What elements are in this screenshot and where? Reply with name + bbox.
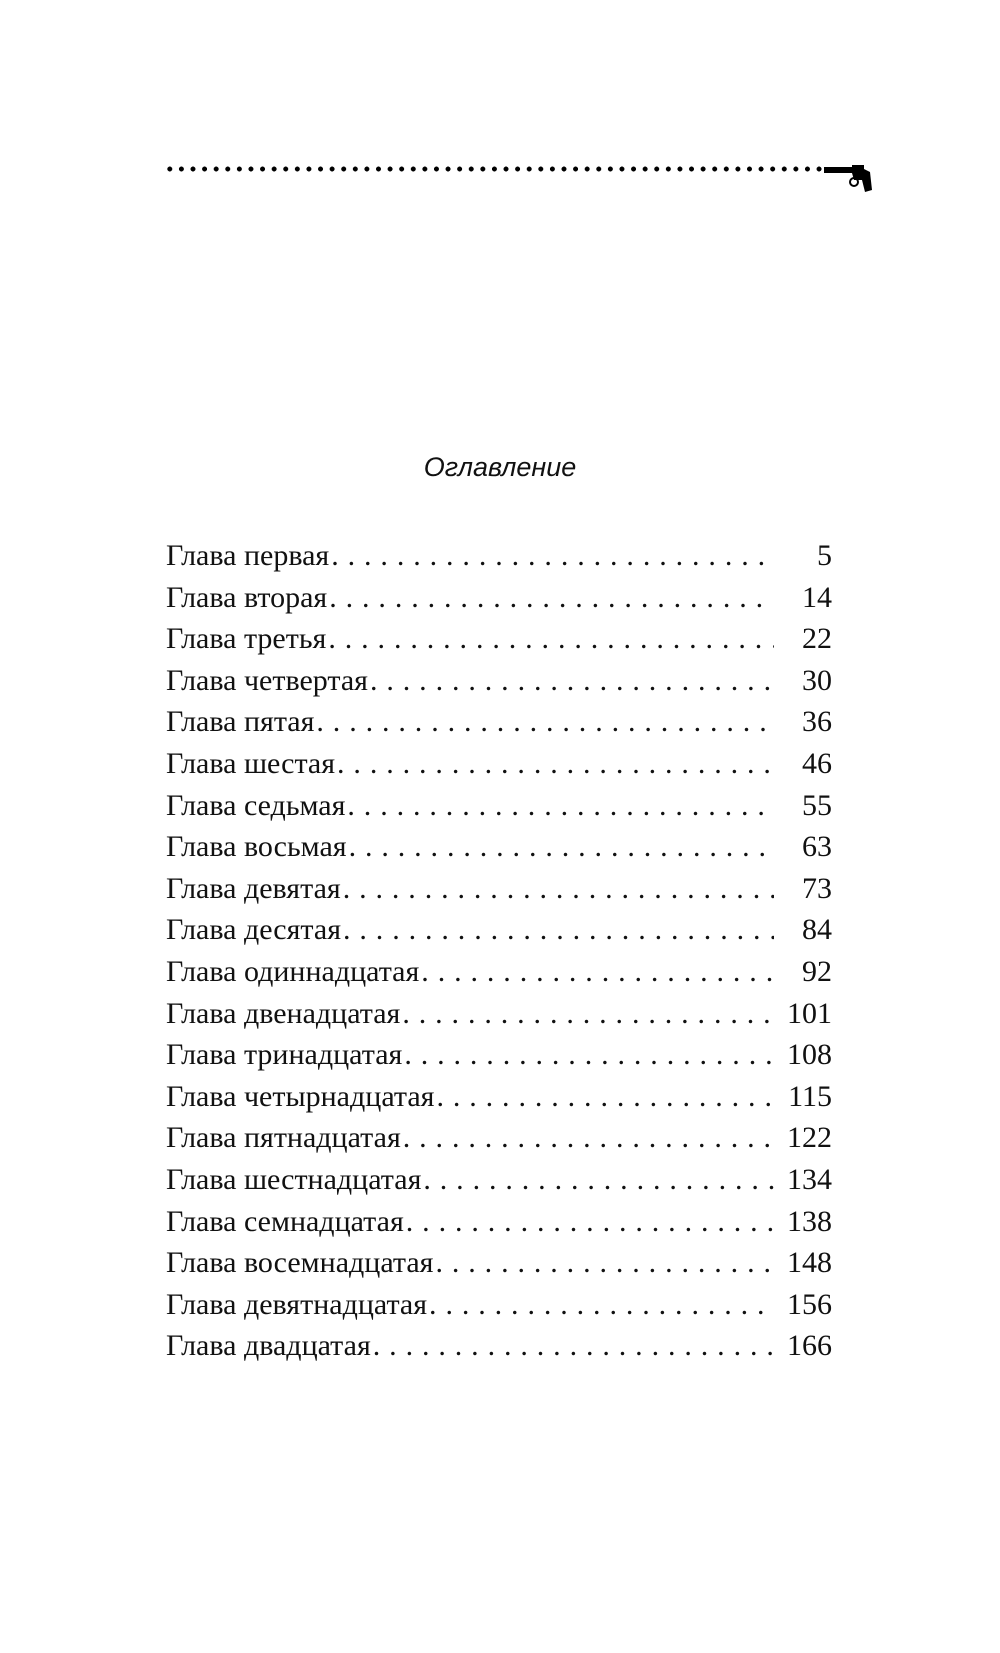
leader-dots (429, 1284, 774, 1326)
page-number: 14 (802, 580, 832, 614)
toc-entry[interactable] (166, 1284, 832, 1326)
toc-entry[interactable] (166, 785, 832, 827)
toc-entry[interactable] (166, 1201, 832, 1243)
page-number: 46 (802, 746, 832, 780)
chapter-title: Глава девятнадцатая (166, 1287, 428, 1321)
leader-dots (373, 1325, 774, 1367)
leader-dots (331, 535, 774, 577)
page-number: 84 (802, 913, 832, 947)
chapter-title: Глава первая (166, 539, 330, 572)
toc-entry[interactable] (166, 1242, 832, 1284)
chapter-title: Глава четырнадцатая (166, 1079, 435, 1113)
page-number: 55 (802, 788, 832, 822)
chapter-title: Глава десятая (166, 913, 341, 947)
chapter-title: Глава шестая (166, 746, 336, 780)
leader-dots (337, 743, 774, 785)
leader-dots (423, 1159, 774, 1201)
leader-dots (329, 577, 774, 619)
chapter-title: Глава тринадцатая (166, 1038, 403, 1072)
toc-entry[interactable] (166, 1159, 832, 1201)
toc-entry[interactable] (166, 951, 832, 993)
leader-dots (406, 1201, 774, 1243)
leader-dots (316, 701, 774, 743)
page-number: 138 (787, 1204, 832, 1238)
page-title: Оглавление (423, 452, 577, 482)
chapter-title: Глава шестнадцатая (166, 1162, 422, 1196)
leader-dots (403, 1117, 774, 1159)
revolver-icon (824, 160, 874, 196)
toc-entry[interactable] (166, 743, 832, 785)
leader-dots (343, 868, 774, 910)
leader-dots (436, 1076, 774, 1118)
leader-dots (402, 993, 774, 1035)
chapter-title: Глава пятнадцатая (166, 1121, 401, 1155)
chapter-title: Глава четвертая (166, 663, 368, 697)
page-number: 22 (802, 622, 832, 656)
toc-entry[interactable] (166, 660, 832, 702)
page-number: 36 (802, 705, 832, 739)
toc-entry[interactable] (166, 1325, 832, 1367)
page-number: 134 (787, 1162, 832, 1196)
leader-dots (435, 1242, 774, 1284)
toc-entry[interactable] (166, 826, 832, 868)
leader-dots (421, 951, 774, 993)
toc-entry[interactable] (166, 577, 832, 619)
toc-entry[interactable] (166, 535, 832, 577)
leader-dots (370, 660, 774, 702)
chapter-title: Глава пятая (166, 705, 315, 739)
page-number: 63 (802, 830, 832, 864)
page-number: 156 (787, 1287, 832, 1321)
chapter-title: Глава восемнадцатая (166, 1246, 434, 1280)
leader-dots (349, 826, 774, 868)
toc-entry[interactable] (166, 618, 832, 660)
page-number: 101 (787, 996, 832, 1030)
chapter-title: Глава девятая (166, 871, 341, 905)
chapter-title: Глава двадцатая (166, 1329, 371, 1363)
chapter-title: Глава третья (166, 622, 327, 656)
toc-entry[interactable] (166, 701, 832, 743)
chapter-title: Глава двенадцатая (166, 996, 401, 1030)
leader-dots (328, 618, 774, 660)
toc-entry[interactable] (166, 1034, 832, 1076)
chapter-title: Глава вторая (166, 580, 328, 614)
leader-dots (404, 1034, 774, 1076)
chapter-title: Глава семнадцатая (166, 1204, 404, 1238)
dotted-header-rule (164, 164, 828, 174)
toc-entry[interactable] (166, 909, 832, 951)
leader-dots (343, 909, 774, 951)
toc-entry[interactable] (166, 1076, 832, 1118)
toc-entry[interactable] (166, 993, 832, 1035)
page-number: 108 (787, 1038, 832, 1072)
table-of-contents (166, 535, 832, 1367)
page-number: 30 (802, 663, 832, 697)
page-number: 115 (788, 1079, 832, 1113)
page-number: 166 (787, 1329, 832, 1363)
page-number: 122 (787, 1121, 832, 1155)
chapter-title: Глава седьмая (166, 788, 346, 822)
page-number: 73 (802, 871, 832, 905)
page-number: 5 (817, 539, 832, 572)
chapter-title: Глава одиннадцатая (166, 954, 420, 988)
page-number: 148 (787, 1246, 832, 1280)
toc-entry[interactable] (166, 868, 832, 910)
leader-dots (347, 785, 774, 827)
chapter-title: Глава восьмая (166, 830, 347, 864)
page-number: 92 (802, 954, 832, 988)
toc-entry[interactable] (166, 1117, 832, 1159)
